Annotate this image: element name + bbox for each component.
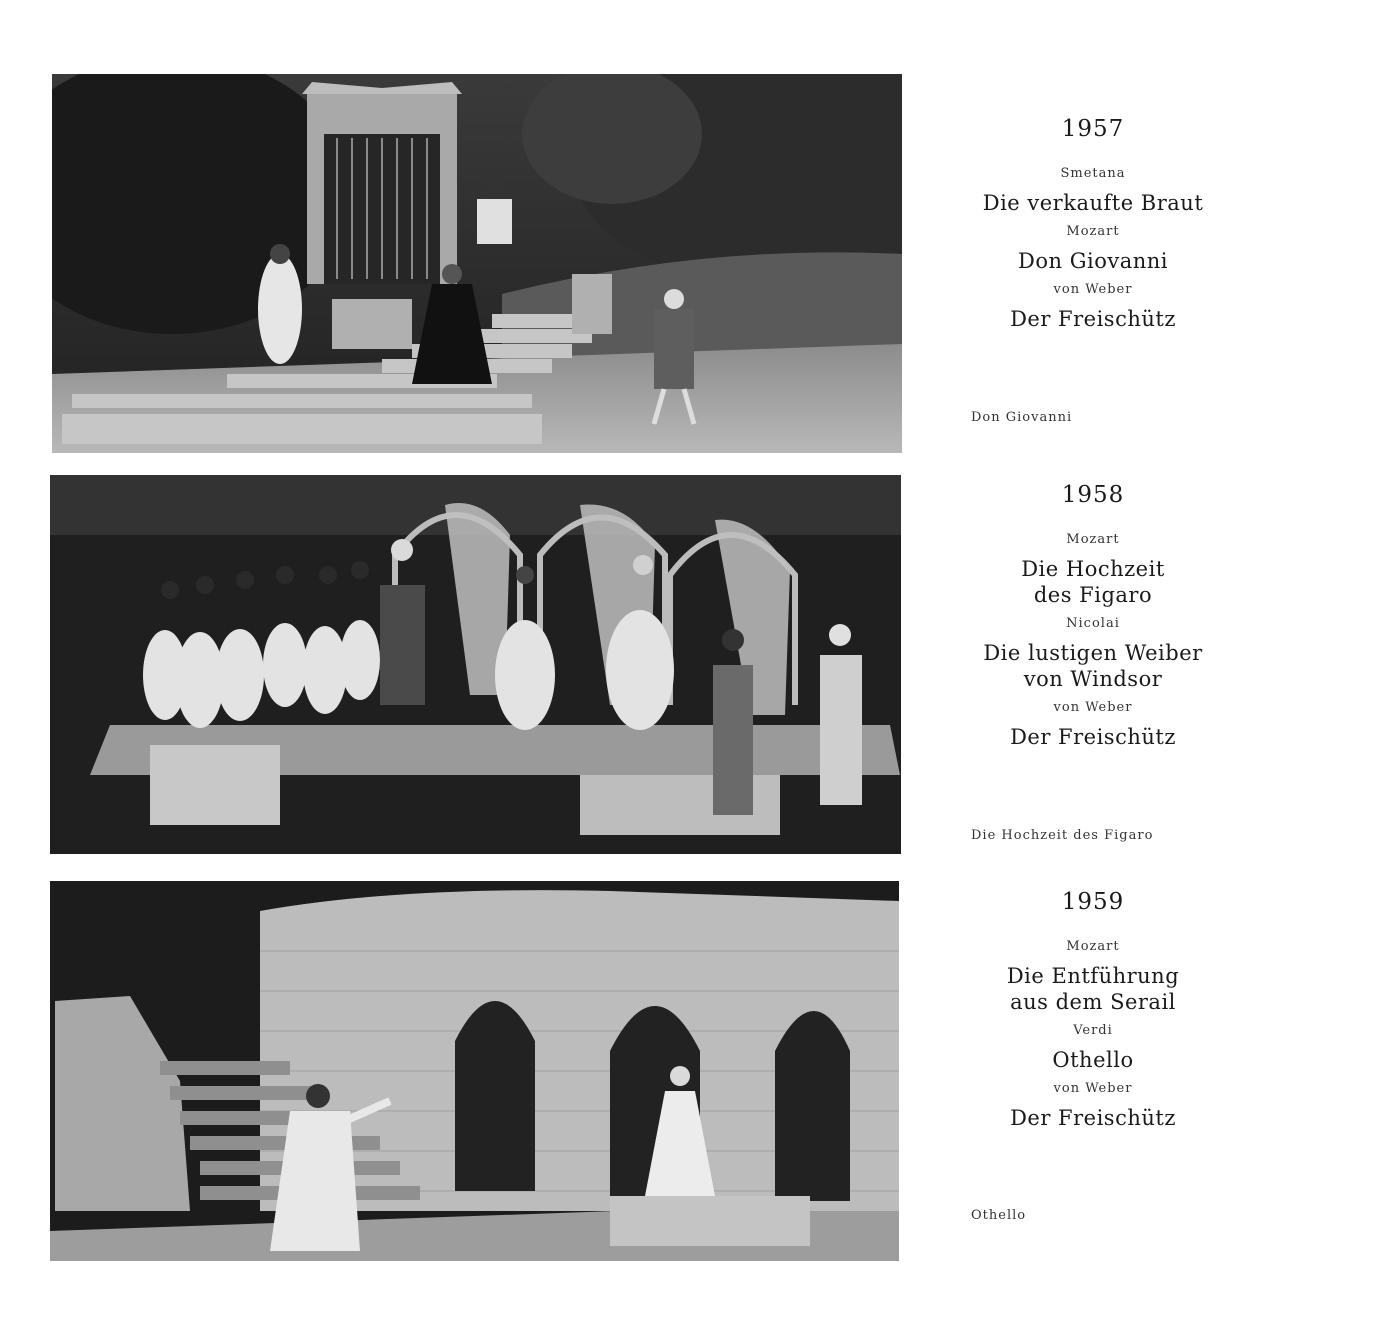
opera-title-line: Die verkaufte Braut [982, 191, 1204, 215]
opera-title-line: aus dem Serail [1010, 990, 1176, 1014]
composer-name: von Weber [1053, 282, 1133, 297]
opera-title-line: von Windsor [1023, 667, 1163, 691]
season-1958 [960, 484, 1226, 759]
work-item [960, 167, 1226, 216]
opera-title [960, 190, 1226, 216]
composer-name: von Weber [1053, 700, 1133, 715]
photo-othello [50, 881, 899, 1261]
opera-title-line: Die Hochzeit [1021, 557, 1165, 581]
work-item [960, 533, 1226, 608]
stage-photo-1-image [52, 74, 902, 453]
opera-title-line: Der Freischütz [1010, 1106, 1176, 1130]
composer-name: Mozart [1066, 224, 1120, 239]
opera-title [960, 1105, 1226, 1131]
composer-name: Smetana [1060, 166, 1126, 181]
opera-title [960, 306, 1226, 332]
opera-title-line: Die lustigen Weiber [983, 641, 1203, 665]
work-item [960, 617, 1226, 692]
opera-title [960, 963, 1226, 1015]
photo-caption: Othello [971, 1208, 1027, 1223]
composer-name: Mozart [1066, 532, 1120, 547]
opera-title [960, 248, 1226, 274]
composer-name: Verdi [1073, 1023, 1113, 1038]
photo-caption: Don Giovanni [971, 410, 1073, 425]
stage-photo-2-image [50, 475, 901, 854]
composer-name: von Weber [1053, 1081, 1133, 1096]
season-year: 1958 [1061, 482, 1125, 508]
season-year: 1959 [1061, 889, 1125, 915]
photo-caption: Die Hochzeit des Figaro [971, 828, 1154, 843]
opera-title-line: Die Entführung [1006, 964, 1180, 988]
opera-title-line: Othello [1052, 1048, 1134, 1072]
work-item [960, 283, 1226, 332]
opera-title [960, 640, 1226, 692]
opera-title [960, 556, 1226, 608]
work-item [960, 940, 1226, 1015]
opera-title-line: Don Giovanni [1018, 249, 1168, 273]
season-year: 1957 [1061, 116, 1125, 142]
photo-don-giovanni [52, 74, 902, 453]
opera-title-line: Der Freischütz [1010, 307, 1176, 331]
work-item [960, 701, 1226, 750]
composer-name: Mozart [1066, 939, 1120, 954]
work-item [960, 225, 1226, 274]
photo-hochzeit-des-figaro [50, 475, 901, 854]
work-item [960, 1082, 1226, 1131]
season-1957 [960, 118, 1226, 341]
opera-title-line: Der Freischütz [1010, 725, 1176, 749]
opera-title [960, 1047, 1226, 1073]
work-item [960, 1024, 1226, 1073]
season-1959 [960, 891, 1226, 1140]
composer-name: Nicolai [1066, 616, 1120, 631]
stage-photo-3-image [50, 881, 899, 1261]
opera-title-line: des Figaro [1033, 583, 1153, 607]
opera-title [960, 724, 1226, 750]
